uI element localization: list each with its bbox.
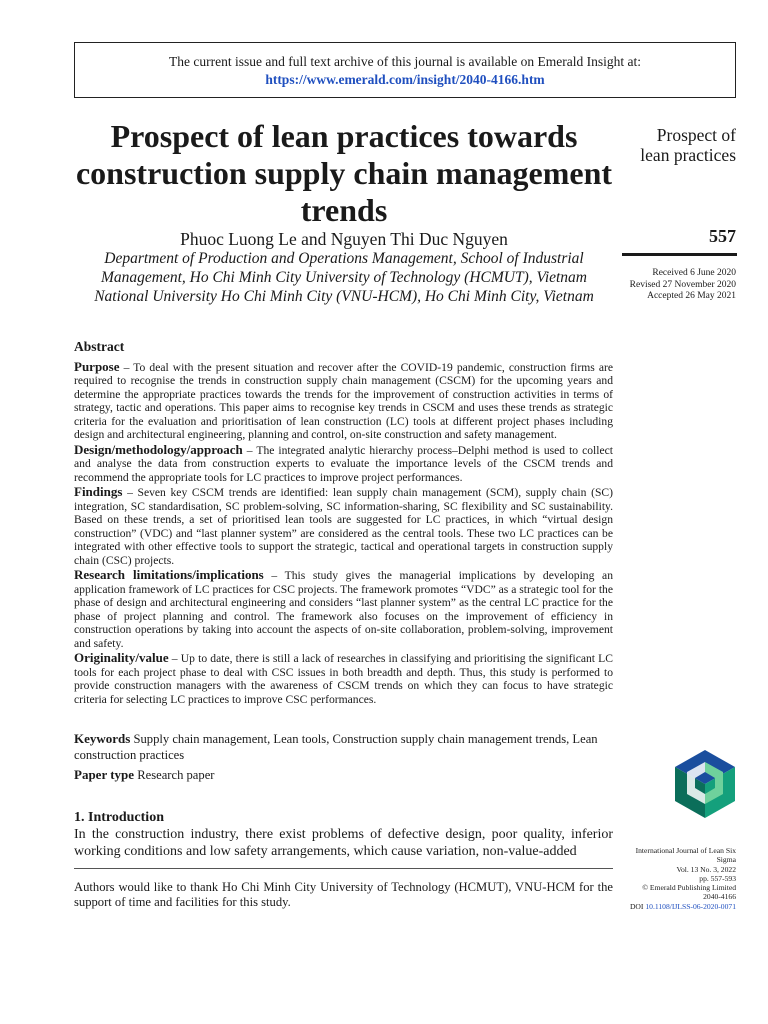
keywords-text: Supply chain management, Lean tools, Construction supply chain management trends, Lean construction practices bbox=[74, 732, 598, 762]
abstract-originality bbox=[74, 651, 613, 706]
affiliation-line: Management, Ho Chi Minh City University of Technology (HCMUT), Vietnam bbox=[100, 269, 588, 286]
abstract-section-label: Research limitations/implications bbox=[74, 567, 264, 582]
running-head-line: Prospect of bbox=[656, 125, 736, 145]
page-number: 557 bbox=[709, 226, 736, 246]
author-conjunction: and bbox=[301, 229, 327, 249]
emerald-logo-icon bbox=[673, 748, 737, 820]
accepted-date: Accepted 26 May 2021 bbox=[647, 291, 736, 301]
journal-publisher: © Emerald Publishing Limited bbox=[642, 883, 736, 893]
abstract-methodology bbox=[74, 443, 613, 485]
abstract-section-text: – To deal with the present situation and recover after the COVID-19 pandemic, construction firms are required to recognise the trends in construction supply chain management (CSCM) for the upcoming years and determine the appropriate practices towards the trends for the improvement of construction activities in terms of strategy, tactic and operations. This paper aims to recognise key trends in CSCM and uses these trends as strategic criteria for the evaluation and prioritisation of lean construction (LC) tools at different project phases including design and architectural engineering, planning and control, on-site construction and safety management. bbox=[74, 360, 613, 441]
running-head bbox=[596, 125, 736, 165]
publication-dates bbox=[576, 268, 736, 303]
revised-date: Revised 27 November 2020 bbox=[629, 279, 736, 290]
author-list bbox=[66, 228, 622, 250]
footnote-divider bbox=[74, 868, 613, 869]
received-date: Received 6 June 2020 bbox=[652, 268, 736, 278]
banner-text: The current issue and full text archive of this journal is available on Emerald Insight at: bbox=[169, 54, 641, 69]
journal-archive-banner bbox=[74, 42, 736, 98]
journal-name: International Journal of Lean Six Sigma bbox=[635, 846, 736, 865]
abstract-section-label: Purpose bbox=[74, 358, 120, 374]
abstract-section-text: – The integrated analytic hierarchy process–Delphi method is used to collect and analyse the data from construction experts to evaluate the importance levels of the CSCM trends and recommend the appropriate tools for LC practices to improve project performances. bbox=[74, 443, 613, 484]
affiliation-line: Department of Production and Operations Management, School of Industrial bbox=[104, 250, 584, 267]
abstract-heading: Abstract bbox=[74, 339, 125, 354]
journal-pages: pp. 557-593 bbox=[699, 873, 736, 883]
abstract-section-text: – This study gives the managerial implications by developing an application framework of LC practices for CSC projects. The framework promotes “VDC” as a strategic tool for the phase of design and architectural engineering and considers “last planner system” as the central LC practice for the phase of project planning and control. The framework also focuses on the improvement of efficiency in construction operations by taking into account the aspects of on-site collaboration, problem-solving, improvement and safety. bbox=[74, 569, 613, 650]
keywords-label: Keywords bbox=[74, 731, 131, 746]
abstract-section-text: – Seven key CSCM trends are identified: lean supply chain management (SCM), supply chain (SC) integration, SC standardisation, SC problem-solving, SC information-sharing, SC flexibility and SC sustainability. Based on these trends, a set of prioritised lean tools are suggested for LC practices, in which “virtual design construction” (VDC) and “last planner system” are considered as the central tools. These two LC practices can be integrated with other effective tools to support the strategic, tactical and operational targets in construction supply chain (CSC) projects. bbox=[74, 486, 613, 567]
abstract-section-label: Design/methodology/approach bbox=[74, 441, 243, 457]
abstract-limitations bbox=[74, 568, 613, 650]
abstract bbox=[74, 340, 613, 707]
keywords bbox=[74, 731, 613, 763]
introduction-heading: 1. Introduction bbox=[74, 810, 164, 825]
article-title: Prospect of lean practices towards construction supply chain management trends bbox=[75, 118, 613, 228]
paper-type-label: Paper type bbox=[74, 767, 135, 782]
journal-volume: Vol. 13 No. 3, 2022 bbox=[676, 864, 736, 874]
journal-issn: 2040-4166 bbox=[703, 892, 736, 902]
abstract-purpose bbox=[74, 360, 613, 442]
abstract-section-label: Findings bbox=[74, 484, 123, 499]
doi-link[interactable]: 10.1108/IJLSS-06-2020-0071 bbox=[645, 901, 736, 911]
introduction-text: In the construction industry, there exist problems of defective design, poor quality, inferior working conditions and low safety arrangements, which cause variation, non-value-added bbox=[74, 827, 613, 859]
journal-url-link[interactable]: https://www.emerald.com/insight/2040-4166.htm bbox=[265, 72, 545, 87]
margin-rule bbox=[622, 253, 737, 256]
paper-type-text: Research paper bbox=[134, 768, 215, 782]
author-name: Phuoc Luong Le bbox=[180, 229, 297, 249]
journal-doi bbox=[620, 902, 736, 911]
affiliation-line: National University Ho Chi Minh City (VNU-HCM), Ho Chi Minh City, Vietnam bbox=[94, 288, 594, 305]
author-name: Nguyen Thi Duc Nguyen bbox=[330, 229, 508, 249]
abstract-section-text: – Up to date, there is still a lack of researches in classifying and prioritising the significant LC tools for each project phase to deal with CSC issues in both breadth and depth. Thus, this study is performed to provide construction managers with the awareness of CSCM trends on which they can focus to have strategic criteria for selecting LC practices to improve CSC performances. bbox=[74, 652, 613, 706]
author-affiliation bbox=[74, 249, 614, 306]
paper-type bbox=[74, 767, 613, 783]
running-head-line: lean practices bbox=[640, 145, 736, 165]
acknowledgement-footnote: Authors would like to thank Ho Chi Minh City University of Technology (HCMUT), VNU-HCM for the support of time and facilities for this study. bbox=[74, 880, 613, 909]
abstract-findings bbox=[74, 485, 613, 567]
abstract-section-label: Originality/value bbox=[74, 650, 169, 665]
doi-label: DOI bbox=[629, 901, 644, 911]
journal-info bbox=[620, 846, 736, 911]
